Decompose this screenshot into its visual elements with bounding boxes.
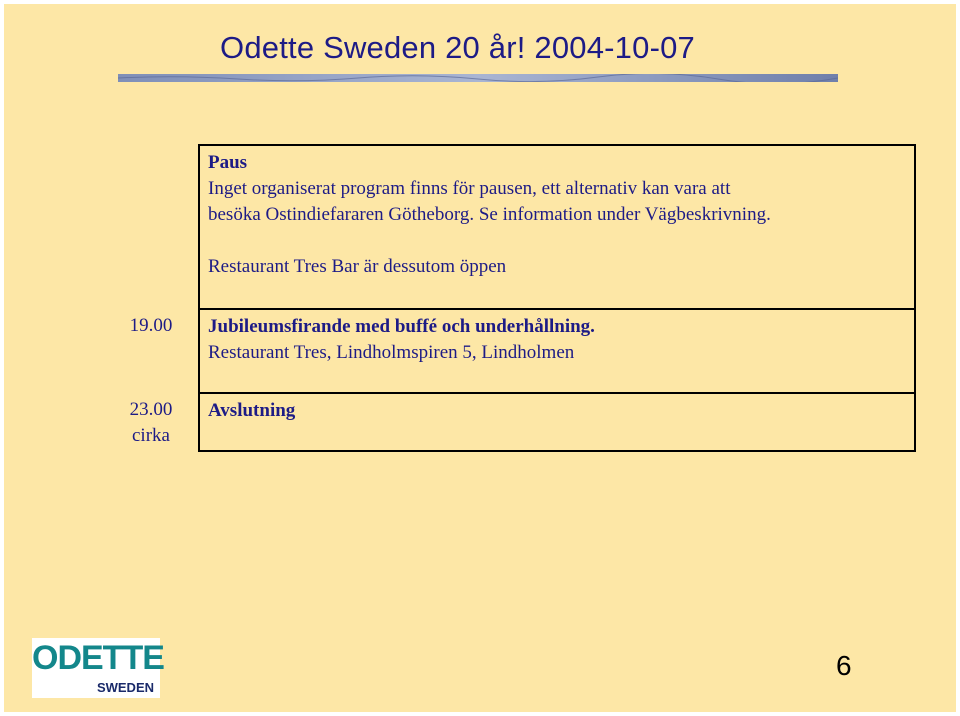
spacer [208, 228, 914, 254]
time-cell [104, 393, 199, 451]
logo-subtitle: SWEDEN [96, 680, 154, 695]
row-heading: Jubileumsfirande med buffé och underhållning. [208, 316, 595, 337]
logo-wordmark: ODETTE [32, 639, 164, 677]
program-table [104, 144, 916, 452]
description-cell [199, 309, 915, 393]
row-line: Restaurant Tres, Lindholmspiren 5, Lindholmen [208, 342, 575, 363]
time-label: 19.00 [129, 315, 173, 336]
table-row [104, 145, 915, 309]
time-label: 23.00 [129, 399, 173, 420]
row-line: Inget organiserat program finns för pausen, ett alternativ kan vara att [208, 178, 731, 199]
slide-title: Odette Sweden 20 år! 2004-10-07 [220, 30, 695, 65]
table-row [104, 393, 915, 451]
row-extra: Restaurant Tres Bar är dessutom öppen [208, 256, 507, 277]
time-qualifier: cirka [132, 425, 170, 446]
table-row [104, 309, 915, 393]
page-number: 6 [836, 650, 852, 681]
slide [4, 4, 956, 712]
odette-logo [32, 638, 164, 698]
description-cell [199, 393, 915, 451]
row-heading: Paus [208, 152, 248, 173]
row-line: besöka Ostindiefararen Götheborg. Se information under Vägbeskrivning. [208, 204, 771, 225]
time-cell [104, 145, 199, 309]
time-cell [104, 309, 199, 393]
row-heading: Avslutning [208, 400, 296, 421]
title-divider [118, 74, 838, 82]
description-cell [199, 145, 915, 309]
